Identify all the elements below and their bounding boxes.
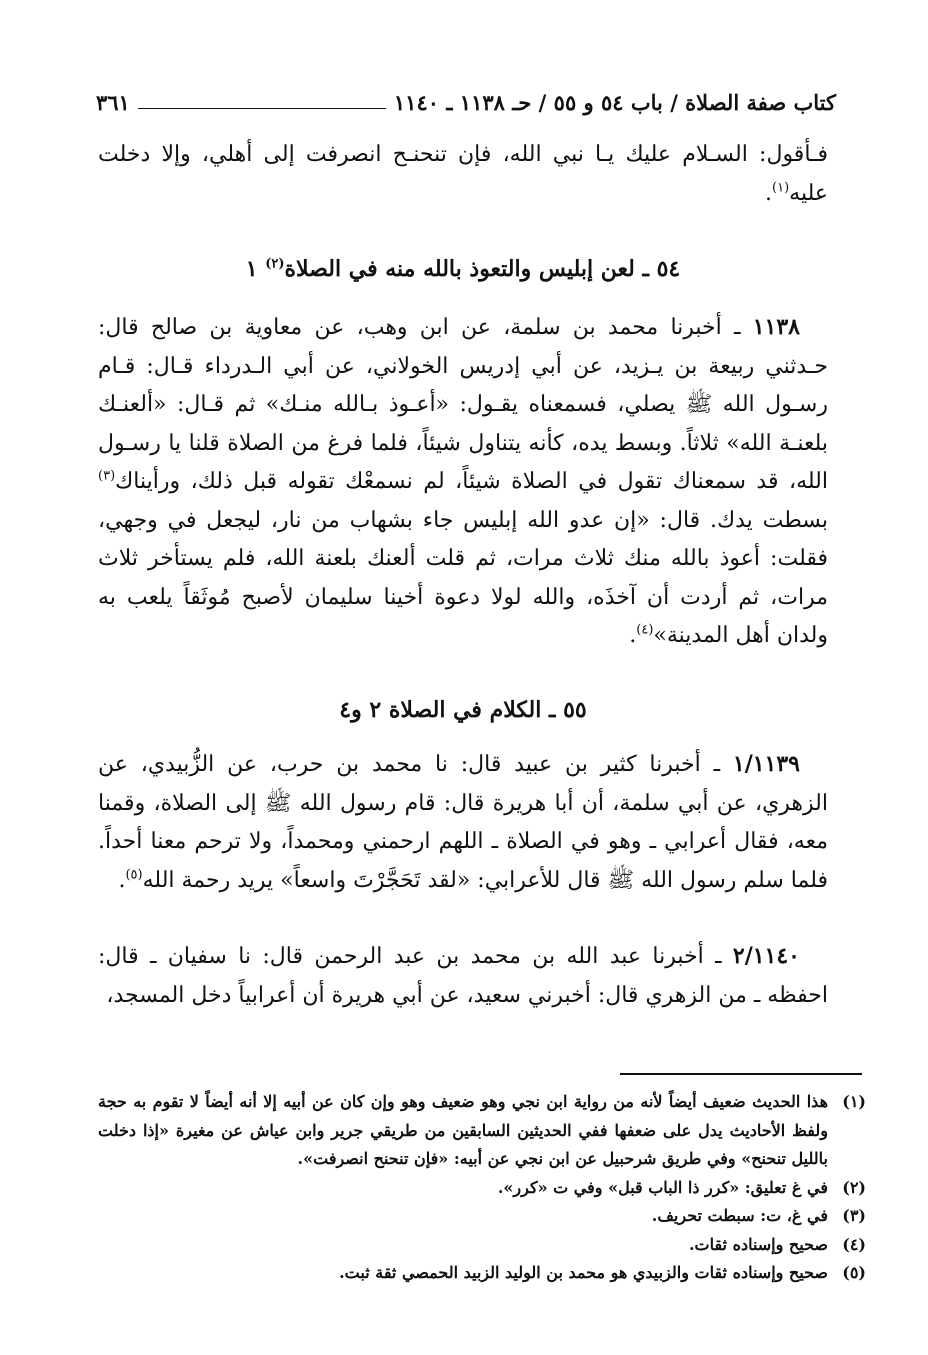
footnote-text: صحيح وإسناده ثقات والزبيدي هو محمد بن الوليد الزبيد الحمصي ثقة ثبت. xyxy=(339,1263,828,1282)
hadith-text-1140: ـ أخبرنا عبد الله بن محمد بن عبد الرحمن قال: نا سفيان ـ قال: احفظه ـ من الزهري قال: أخبرني سعيد، عن أبي هريرة أن أعرابياً دخل المسجد، xyxy=(98,944,828,1008)
hadith-1140 xyxy=(98,937,828,1015)
footnote-ref-3: (٣) xyxy=(98,468,116,484)
footnote-number: (٤) xyxy=(842,1234,866,1254)
chapter-heading-55 xyxy=(98,697,828,723)
footnote-rule xyxy=(620,1073,862,1075)
footnote-1 xyxy=(98,1088,866,1174)
hadith-number-1139: ١/١١٣٩ xyxy=(732,751,800,777)
footnote-number: (١) xyxy=(842,1092,866,1111)
footnotes xyxy=(98,1088,866,1288)
page-number: ٣٦١ xyxy=(96,89,130,115)
running-header xyxy=(96,82,836,122)
hadith-text-1138-a: ـ أخبرنا محمد بن سلمة، عن ابن وهب، عن معاوية بن صالح قال: حـدثني ربيعة بن يـزيد، عن أبي إدريس الخولاني، عن أبي الـدرداء قـال: قـام رسـول الله ﷺ يصلي، فسمعناه يقـول: «أعـوذ بـالله منـك» ثم قـال: «ألعنـك بلعنـة الله» ثلاثاً. وبسط يده، كأنه يتناول شيئاً، فلما فرغ من الصلاة قلنا يا رسـول الله، قد سمعناك تقول في الصلاة شيئاً، لم نسمعْك تقوله قبل ذلك، ورأيناك xyxy=(98,315,828,494)
intro-text: فـأقول: السـلام عليك يـا نبي الله، فإن تنحنـح انصرفت إلى أهلي، وإلا دخلت عليه xyxy=(98,142,828,206)
chapter-suffix-54: ١ xyxy=(245,256,258,282)
hadith-text-1139: ـ أخبرنا كثير بن عبيد قال: نا محمد بن حرب، عن الزُّبيدي، عن الزهري، عن أبي سلمة، أن أبا هريرة قال: قام رسول الله ﷺ إلى الصلاة، وقمنا معه، فقال أعرابي ـ وهو في الصلاة ـ اللهم ارحمني ومحمداً، ولا ترحم معنا أحداً. فلما سلم رسول الله ﷺ قال للأعرابي: «لقد تَحَجَّرْتَ واسعاً» يريد رحمة الله xyxy=(98,752,828,893)
footnote-text: صحيح وإسناده ثقات. xyxy=(688,1234,828,1254)
footnote-4 xyxy=(98,1231,866,1260)
hadith-1138 xyxy=(98,308,828,656)
hadith-end-1138: . xyxy=(629,623,637,648)
footnote-number: (٥) xyxy=(842,1263,866,1282)
intro-paragraph xyxy=(98,136,828,213)
footnote-ref-1: (١) xyxy=(772,180,790,196)
footnote-3 xyxy=(98,1202,866,1231)
intro-end: . xyxy=(765,180,773,206)
hadith-number-1138: ١١٣٨ xyxy=(752,314,800,340)
footnote-text: في غ، ت: سبطت تحريف. xyxy=(651,1206,828,1225)
footnote-ref-5: (٥) xyxy=(125,867,143,883)
footnote-ref-2: (٢) xyxy=(265,256,285,272)
chapter-title-54: ٥٤ ـ لعن إبليس والتعوذ بالله منه في الصلاة xyxy=(284,256,681,282)
hadith-1139 xyxy=(98,745,828,900)
footnote-text: في غ تعليق: «كرر ذا الباب قبل» وفي ت «كرر». xyxy=(497,1177,828,1197)
footnote-2 xyxy=(98,1174,866,1203)
running-title: كتاب صفة الصلاة / باب ٥٤ و ٥٥ / حـ ١١٣٨ ـ ١١٤٠ xyxy=(393,89,836,115)
footnote-number: (٢) xyxy=(842,1177,866,1197)
footnote-number: (٣) xyxy=(842,1206,866,1225)
hadith-end-1139: . xyxy=(118,867,126,893)
footnote-text: هذا الحديث ضعيف أيضاً لأنه من رواية ابن نجي وهو ضعيف وهو وإن كان عن أبيه إلا أنه أيضاً لا تقوم به حجة ولفظ الأحاديث يدل على ضعفها ففي الحديثين السابقين من طريقي جرير وابن عياش عن مغيرة «إذا دخلت بالليل تنحنح» وفي طريق شرحبيل عن ابن نجي عن أبيه: «فإن تنحنح انصرفت». xyxy=(98,1092,828,1168)
footnote-ref-4: (٤) xyxy=(636,622,654,638)
footnote-5 xyxy=(98,1259,866,1288)
chapter-title-55: ٥٥ ـ الكلام في الصلاة ٢ و٤ xyxy=(339,697,587,723)
chapter-heading-54 xyxy=(98,256,828,282)
header-rule xyxy=(138,108,386,109)
hadith-text-1138-b: بسطت يدك. قال: «إن عدو الله إبليس جاء بشهاب من نار، ليجعل في وجهي، فقلت: أعوذ بالله منك ثلاث مرات، ثم قلت ألعنك بلعنة الله، فلم يستأخر ثلاث مرات، ثم أردت أن آخذَه، والله لولا دعوة أخينا سليمان لأصبح مُوثَقاً يلعب به ولدان أهل المدينة» xyxy=(98,507,828,648)
hadith-number-1140: ٢/١١٤٠ xyxy=(732,943,800,969)
